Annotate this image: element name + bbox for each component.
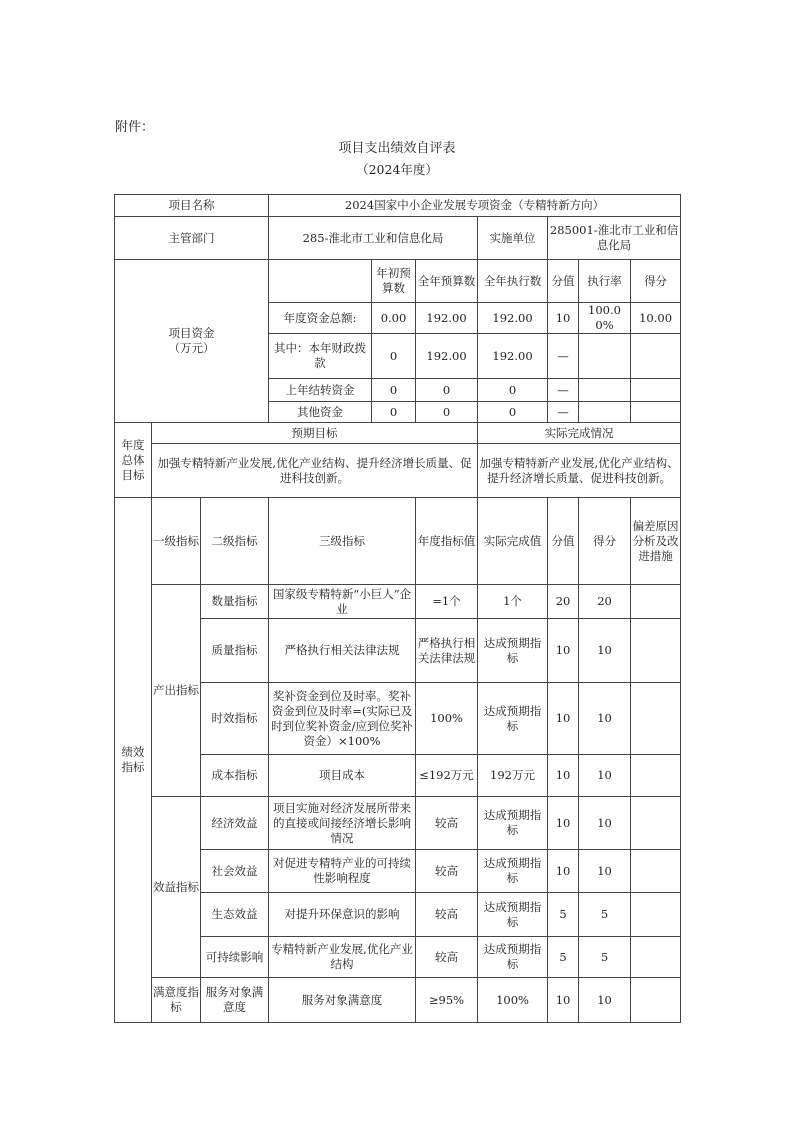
level3: 项目实施对经济发展所带来的直接或间接经济增长影响情况 [269,797,416,850]
funds-row-score: 10.00 [631,303,681,334]
level3: 项目成本 [269,755,416,797]
funds-row-name: 上年结转资金 [269,379,372,402]
score-value: 10 [548,619,579,683]
level3: 对促进专精特产业的可持续性影响程度 [269,850,416,893]
funds-header-score: 得分 [631,260,681,303]
indicator-row [115,585,681,619]
score: 10 [579,797,631,850]
indicator-row [115,978,681,1023]
funds-label-line2: （万元） [168,341,215,355]
score-value: 10 [548,683,579,755]
target: 较高 [416,850,478,893]
level2: 成本指标 [201,755,269,797]
goals-expected-header: 预期目标 [152,423,478,444]
level3: 严格执行相关法律法规 [269,619,416,683]
deviation [631,850,681,893]
score-value: 10 [548,797,579,850]
funds-label-line1: 项目资金 [168,326,215,340]
evaluation-table [114,194,681,1023]
project-name-row [115,195,681,217]
funds-label [115,260,269,423]
funds-row-executed: 0 [478,402,548,423]
funds-row-name: 其他资金 [269,402,372,423]
goals-actual: 加强专精特新产业发展,优化产业结构、提升经济增长质量、促进科技创新。 [478,444,681,498]
header-level3: 三级指标 [269,498,416,585]
funds-header-executed: 全年执行数 [478,260,548,303]
impl-label: 实施单位 [478,217,548,260]
funds-header-initial: 年初预算数 [372,260,416,303]
score-value: 5 [548,893,579,937]
level2: 社会效益 [201,850,269,893]
funds-row-executed: 192.00 [478,334,548,379]
funds-row-score [631,334,681,379]
target: 较高 [416,797,478,850]
score: 5 [579,937,631,978]
funds-row-score [631,402,681,423]
goals-label: 年度总体目标 [115,423,152,498]
actual: 达成预期指标 [478,797,548,850]
level1-satisfaction: 满意度指标 [152,978,201,1023]
deviation [631,585,681,619]
funds-header-rate: 执行率 [579,260,631,303]
score-value: 10 [548,978,579,1023]
funds-header-blank [269,260,372,303]
funds-row-rate [579,379,631,402]
header-level1: 一级指标 [152,498,201,585]
level2: 数量指标 [201,585,269,619]
indicators-header-row [115,498,681,585]
funds-row-name: 年度资金总额: [269,303,372,334]
level2: 经济效益 [201,797,269,850]
target: 严格执行相关法律法规 [416,619,478,683]
level3: 对提升环保意识的影响 [269,893,416,937]
funds-row-annual: 0 [416,402,478,423]
score-value: 5 [548,937,579,978]
actual: 达成预期指标 [478,683,548,755]
level2: 服务对象满意度 [201,978,269,1023]
funds-row-score-value: — [548,379,579,402]
dept-value: 285-淮北市工业和信息化局 [269,217,478,260]
target: ≥95% [416,978,478,1023]
deviation [631,797,681,850]
actual: 达成预期指标 [478,937,548,978]
actual: 1个 [478,585,548,619]
header-score: 得分 [579,498,631,585]
level2: 生态效益 [201,893,269,937]
score: 20 [579,585,631,619]
funds-row-initial: 0.00 [372,303,416,334]
funds-row-initial: 0 [372,402,416,423]
target: 较高 [416,937,478,978]
funds-row-score-value: — [548,402,579,423]
funds-header-row [115,260,681,303]
funds-row-annual: 192.00 [416,334,478,379]
funds-row-rate [579,334,631,379]
level2: 可持续影响 [201,937,269,978]
funds-header-annual: 全年预算数 [416,260,478,303]
funds-row-initial: 0 [372,379,416,402]
deviation [631,937,681,978]
funds-row-name: 其中：本年财政拨款 [269,334,372,379]
funds-row-score-value: — [548,334,579,379]
header-level2: 二级指标 [201,498,269,585]
header-target: 年度指标值 [416,498,478,585]
actual: 192万元 [478,755,548,797]
score: 10 [579,683,631,755]
actual: 100% [478,978,548,1023]
score-value: 10 [548,850,579,893]
deviation [631,978,681,1023]
funds-row-executed: 192.00 [478,303,548,334]
level2: 时效指标 [201,683,269,755]
attachment-label: 附件： [115,120,155,135]
goals-content-row [115,444,681,498]
actual: 达成预期指标 [478,619,548,683]
actual: 达成预期指标 [478,850,548,893]
header-actual: 实际完成值 [478,498,548,585]
funds-row-score [631,379,681,402]
score: 10 [579,850,631,893]
level3: 奖补资金到位及时率。奖补资金到位及时率=(实际已及时到位奖补资金/应到位奖补资金）×100% [269,683,416,755]
target: 100% [416,683,478,755]
funds-row-rate [579,402,631,423]
deviation [631,893,681,937]
funds-row-rate: 100.00% [579,303,631,334]
funds-row-annual: 192.00 [416,303,478,334]
project-name-value: 2024国家中小企业发展专项资金（专精特新方向） [269,195,681,217]
level2: 质量指标 [201,619,269,683]
goals-header-row [115,423,681,444]
department-row [115,217,681,260]
impl-value: 285001-淮北市工业和信息化局 [548,217,681,260]
score: 5 [579,893,631,937]
level1-output: 产出指标 [152,585,201,797]
score: 10 [579,978,631,1023]
level1-benefit: 效益指标 [152,797,201,978]
goals-actual-header: 实际完成情况 [478,423,681,444]
funds-row-annual: 0 [416,379,478,402]
goals-expected: 加强专精特新产业发展,优化产业结构、提升经济增长质量、促进科技创新。 [152,444,478,498]
deviation [631,619,681,683]
target: =1个 [416,585,478,619]
indicators-label: 绩效指标 [115,498,152,1023]
funds-row-initial: 0 [372,334,416,379]
header-deviation: 偏差原因分析及改进措施 [631,498,681,585]
target: 较高 [416,893,478,937]
dept-label: 主管部门 [115,217,269,260]
project-name-label: 项目名称 [115,195,269,217]
score: 10 [579,619,631,683]
page-title: 项目支出绩效自评表 [338,141,456,156]
indicator-row [115,797,681,850]
funds-row-executed: 0 [478,379,548,402]
score: 10 [579,755,631,797]
deviation [631,683,681,755]
header-score-value: 分值 [548,498,579,585]
score-value: 10 [548,755,579,797]
level3: 国家级专精特新“小巨人”企业 [269,585,416,619]
deviation [631,755,681,797]
funds-row-score-value: 10 [548,303,579,334]
level3: 服务对象满意度 [269,978,416,1023]
actual: 达成预期指标 [478,893,548,937]
funds-header-score-value: 分值 [548,260,579,303]
level3: 专精特新产业发展,优化产业结构 [269,937,416,978]
page-subtitle: （2024年度） [356,162,438,177]
target: ≤192万元 [416,755,478,797]
score-value: 20 [548,585,579,619]
